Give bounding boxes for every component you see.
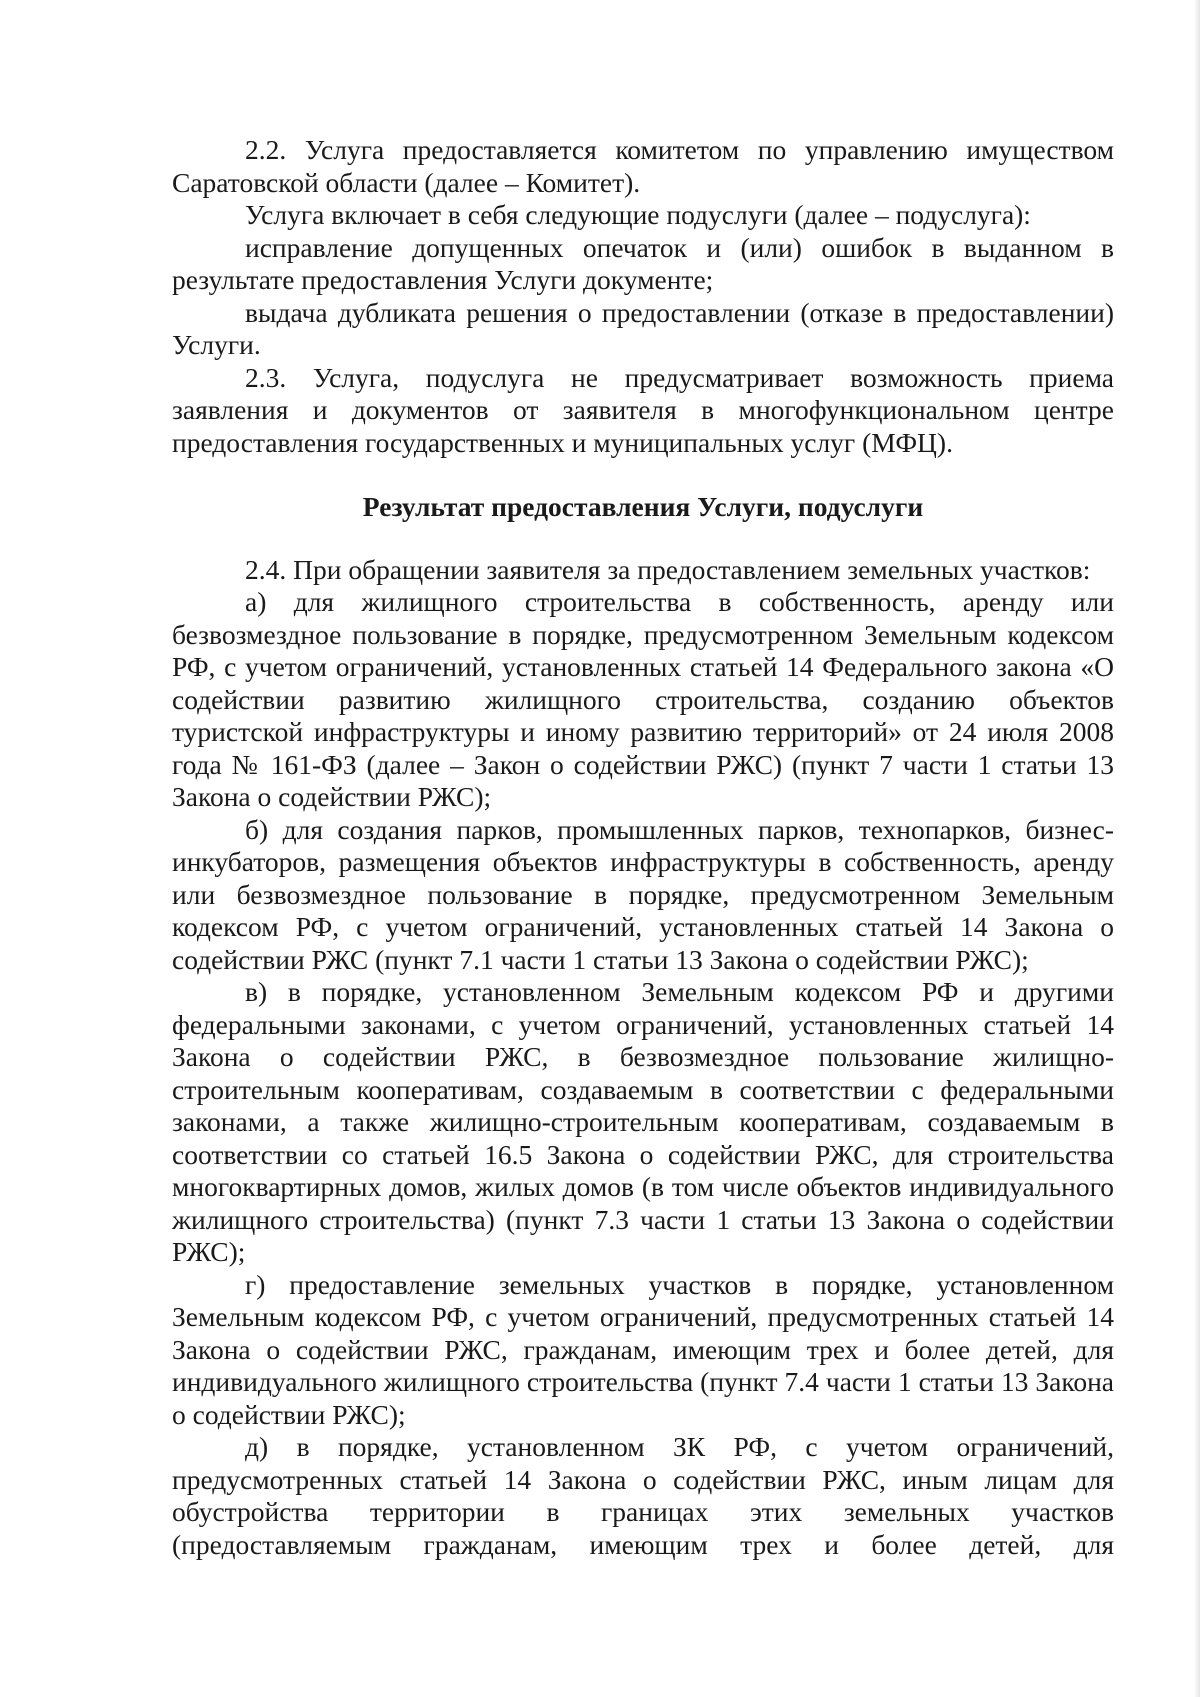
paragraph-subservice-correction: исправление допущенных опечаток и (или) ошибок в выданном в результате предоставления Услуги документе;	[172, 231, 1114, 295]
paragraph-item-v: в) в порядке, установленном Земельным кодексом РФ и другими федеральными законами, с учетом ограничений, установленных статьей 14 Закона о содействии РЖС, в безвозмездное пользование жилищно-строительным кооперативам, создаваемым в соответствии с федеральными законами, а также жилищно-строительным кооперативам, создаваемым в соответствии со статьей 16.5 Закона о содействии РЖС, для строительства многоквартирных домов, жилых домов (в том числе объектов индивидуального жилищного строительства) (пункт 7.3 части 1 статьи 13 Закона о содействии РЖС);	[172, 976, 1114, 1267]
document-body	[172, 134, 1114, 1561]
paragraph-subservices-intro: Услуга включает в себя следующие подуслуги (далее – подуслуга):	[245, 199, 1031, 230]
paragraph-item-g: г) предоставление земельных участков в порядке, установленном Земельным кодексом РФ, с учетом ограничений, предусмотренных статьей 14 Закона о содействии РЖС, гражданам, имеющим трех и более детей, для индивидуального жилищного строительства (пункт 7.4 части 1 статьи 13 Закона о содействии РЖС);	[172, 1268, 1114, 1430]
paragraph-subservice-duplicate: выдача дубликата решения о предоставлении (отказе в предоставлении) Услуги.	[172, 296, 1114, 360]
paragraph-item-a: а) для жилищного строительства в собственность, аренду или безвозмездное пользование в порядке, предусмотренном Земельным кодексом РФ, с учетом ограничений, установленных статьей 14 Федерального закона «О содействии развитию жилищного строительства, созданию объектов туристской инфраструктуры и иному развитию территорий» от 24 июля 2008 года № 161-ФЗ (далее – Закон о содействии РЖС) (пункт 7 части 1 статьи 13 Закона о содействии РЖС);	[172, 586, 1114, 812]
paragraph-2-3: 2.3. Услуга, подуслуга не предусматривает возможность приема заявления и документов от заявителя в многофункциональном центре предоставления государственных и муниципальных услуг (МФЦ).	[172, 361, 1114, 458]
paragraph-2-2: 2.2. Услуга предоставляется комитетом по управлению имуществом Саратовской области (далее – Комитет).	[172, 134, 1114, 198]
paragraph-2-4: 2.4. При обращении заявителя за предоставлением земельных участков:	[245, 553, 1091, 585]
paragraph-item-b: б) для создания парков, промышленных парков, технопарков, бизнес-инкубаторов, размещения объектов инфраструктуры в собственность, аренду или безвозмездное пользование в порядке, предусмотренном Земельным кодексом РФ, с учетом ограничений, установленных статьей 14 Закона о содействии РЖС (пункт 7.1 части 1 статьи 13 Закона о содействии РЖС);	[172, 813, 1114, 975]
paragraph-item-d: д) в порядке, установленном ЗК РФ, с учетом ограничений, предусмотренных статьей 14 Закона о содействии РЖС, иным лицам для обустройства территории в границах этих земельных участков (предоставляемым гражданам, имеющим трех и более детей, для	[172, 1431, 1114, 1560]
page-edge-shadow	[1194, 0, 1200, 1697]
section-heading: Результат предоставления Услуги, подуслуги	[362, 491, 924, 522]
